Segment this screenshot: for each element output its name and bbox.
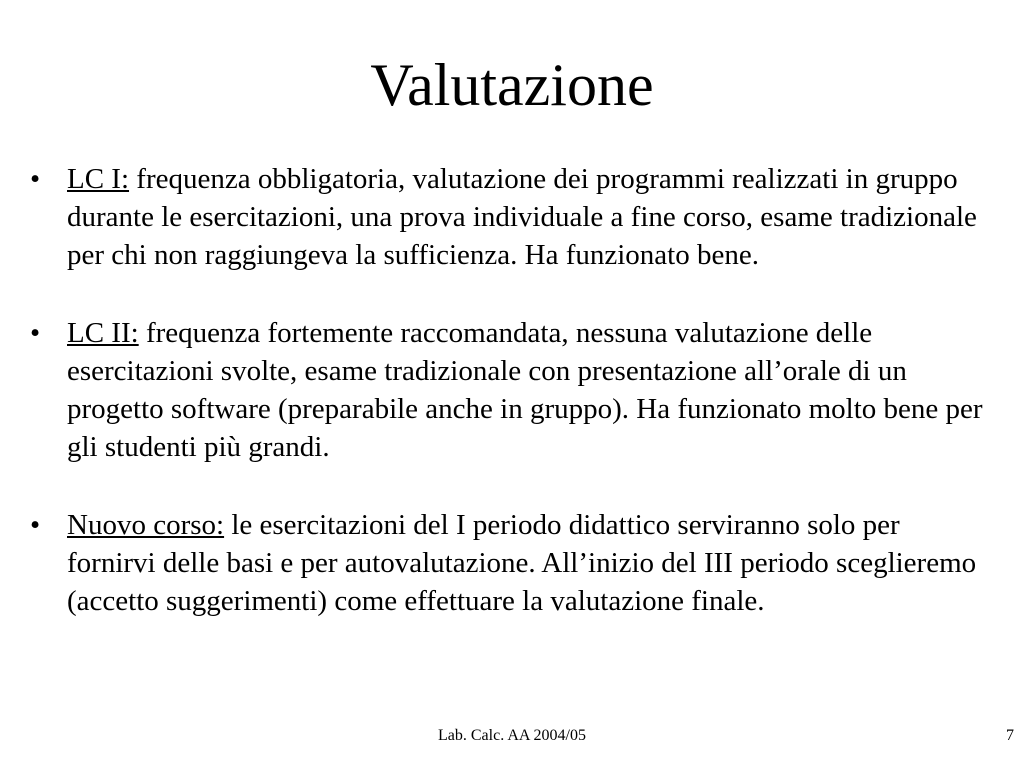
bullet-item-lc2 (30, 314, 990, 466)
bullet-text-lc1: frequenza obbligatoria, valutazione dei programmi realizzati in gruppo durante le esercitazioni, una prova individuale a fine corso, esame tradizionale per chi non raggiungeva la sufficienza. Ha funzionato bene. (67, 163, 977, 271)
slide-title: Valutazione (370, 52, 654, 118)
bullet-marker: • (30, 317, 41, 349)
bullet-text-lc2: frequenza fortemente raccomandata, nessuna valutazione delle esercitazioni svolte, esame tradizionale con presentazione all’orale di un progetto software (preparabile anche in gruppo). Ha funzionato molto bene per gli studenti più grandi. (67, 317, 983, 463)
footer-course: Lab. Calc. AA 2004/05 (438, 727, 586, 744)
bullet-list (30, 160, 990, 660)
bullet-marker: • (30, 509, 41, 541)
page-number: 7 (1006, 727, 1014, 744)
bullet-item-nuovo-corso (30, 506, 990, 620)
bullet-heading-lc2: LC II: (67, 317, 139, 349)
bullet-marker: • (30, 163, 41, 195)
bullet-heading-nuovo-corso: Nuovo corso: (67, 509, 225, 541)
bullet-text-nuovo-corso: le esercitazioni del I periodo didattico serviranno solo per fornirvi delle basi e per autovalutazione. All’inizio del III periodo sceglieremo (accetto suggerimenti) come effettuare la valutazione finale. (67, 509, 977, 617)
bullet-heading-lc1: LC I: (67, 163, 130, 195)
bullet-item-lc1 (30, 160, 990, 274)
